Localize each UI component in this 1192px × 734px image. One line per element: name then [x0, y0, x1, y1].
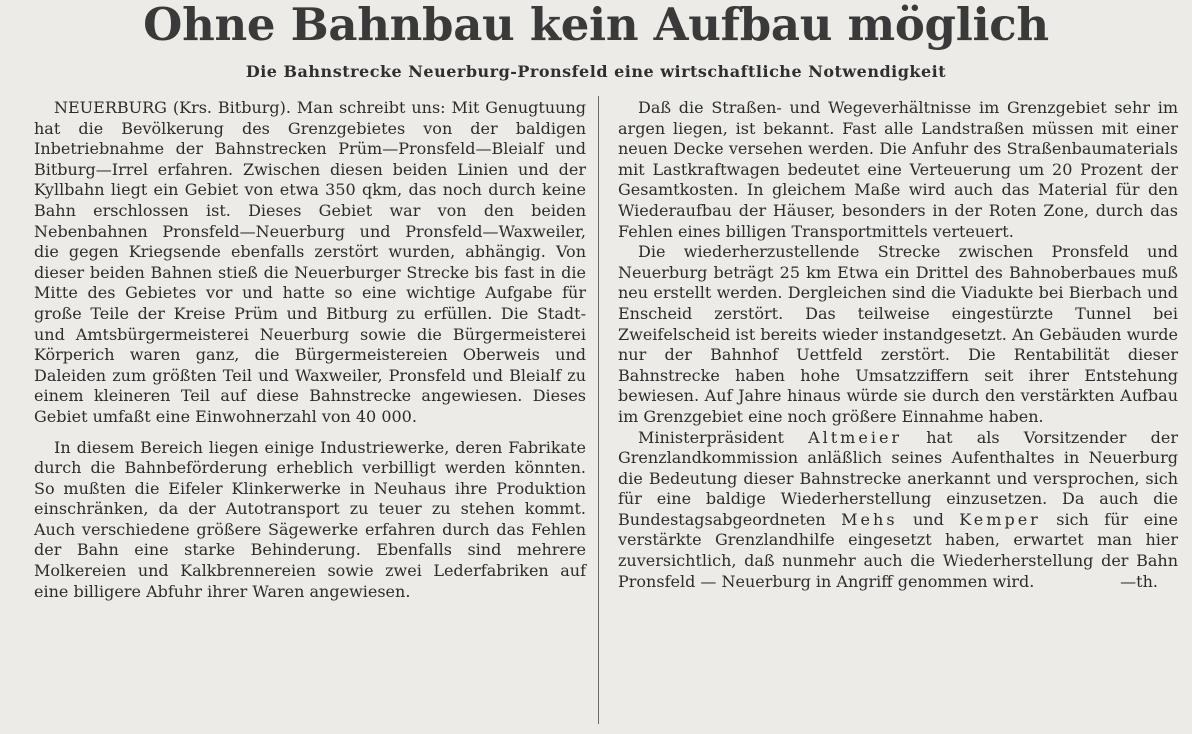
paragraph-industry: In diesem Bereich liegen einige Industriewerke, deren Fabrikate durch die Bahnbeförderung erheblich verbilligt werden könnten. So mußten die Eifeler Klinkerwerke in Neuhaus ihre Produktion einschränken, da der Autotransport zu teuer zu stehen kommt. Auch verschiedene größere Sägewerke erfahren durch das Fehlen der Bahn eine starke Behinderung. Ebenfalls sind mehrere Molkereien und Kalkbrennereien sowie zwei Lederfabriken auf eine billigere Abfuhr ihrer Waren angewiesen. — [34, 437, 586, 601]
minister-text-c: und — [897, 509, 960, 529]
paragraph-railway-route: Die wiederherzustellende Strecke zwischen Pronsfeld und Neuerburg beträgt 25 km Etwa ein Drittel des Bahnoberbaues muß neu erstellt werden. Dergleichen sind die Viadukte bei Bierbach und Enscheid zerstört. Das teilweise eingestürzte Tunnel bei Zweifelscheid ist bereits wieder instandgesetzt. An Gebäuden wurde nur der Bahnhof Uettfeld zerstört. Die Rentabilität dieser Bahnstrecke haben hohe Umsatzziffern seit ihrer Entstehung bewiesen. Auf Jahre hinaus würde sie durch den verstärkten Aufbau im Grenzgebiet eine noch größere Einnahme haben. — [618, 242, 1178, 426]
minister-text-b: hat als Vorsitzender der Grenzlandkommission anläßlich seines Aufenthaltes in Neuerburg die Bedeutung dieser Bahnstrecke anerkannt und versprochen, sich für eine baldige Wiederherstellung einzusetzen. Da auch die Bundestagsabgeordneten — [618, 427, 1179, 529]
minister-text-d: sich für eine verstärkte Grenzlandhilfe eingesetzt haben, erwartet man hier zuversichtlich, daß nunmehr auch die Wiederherstellung der Bahn Pronsfeld — Neuerburg in Angriff genommen wird. — [618, 509, 1178, 591]
column-divider — [598, 96, 599, 724]
minister-text-a: Ministerpräsident — [638, 427, 809, 447]
paragraph-minister — [618, 428, 1178, 593]
right-column — [618, 98, 1178, 592]
name-altmeier: Altmeier — [808, 427, 903, 447]
paragraph-roads: Daß die Straßen- und Wegeverhältnisse im Grenzgebiet sehr im argen liegen, ist bekannt. Fast alle Landstraßen müssen mit einer neuen Decke versehen werden. Die Anfuhr des Straßenbaumaterials mit Lastkraftwagen bedeutet eine Verteuerung um 20 Prozent der Gesamtkosten. In gleichem Maße wird auch das Material für den Wiederaufbau der Häuser, besonders in der Roten Zone, durch das Fehlen eines billigen Transportmittels verteuert. — [618, 98, 1178, 241]
paragraph-neuerburg-intro: NEUERBURG (Krs. Bitburg). Man schreibt uns: Mit Genugtuung hat die Bevölkerung des Grenzgebietes von der baldigen Inbetriebnahme der Bahnstrecken Prüm—Pronsfeld—Bleialf und Bitburg—Irrel erfahren. Zwischen diesen beiden Linien und der Kyllbahn liegt ein Gebiet von etwa 350 qkm, das noch durch keine Bahn erschlossen ist. Dieses Gebiet war von den beiden Nebenbahnen Pronsfeld—Neuerburg und Pronsfeld—Waxweiler, die gegen Kriegsende ebenfalls zerstört wurden, abhängig. Von dieser beiden Bahnen stieß die Neuerburger Strecke bis fast in die Mitte des Gebietes vor und hatte so eine wichtige Aufgabe für große Teile der Kreise Prüm und Bitburg zu erfüllen. Die Stadt- und Amtsbürgermeisterei Neuerburg sowie die Bürgermeisterei Körperich waren ganz, die Bürgermeistereien Oberweis und Daleiden zum größten Teil und Waxweiler, Pronsfeld und Bleialf zu einem kleineren Teil auf diese Bahnstrecke angewiesen. Dieses Gebiet umfaßt eine Einwohnerzahl von 40 000. — [34, 98, 586, 426]
left-column — [34, 98, 586, 602]
article-subheadline: Die Bahnstrecke Neuerburg-Pronsfeld eine wirtschaftliche Notwendigkeit — [245, 62, 947, 81]
name-kemper: Kemper — [959, 509, 1041, 529]
article-headline: Ohne Bahnbau kein Aufbau möglich — [143, 0, 1049, 51]
author-signature: —th. — [1120, 571, 1158, 591]
name-mehs: Mehs — [841, 509, 898, 529]
